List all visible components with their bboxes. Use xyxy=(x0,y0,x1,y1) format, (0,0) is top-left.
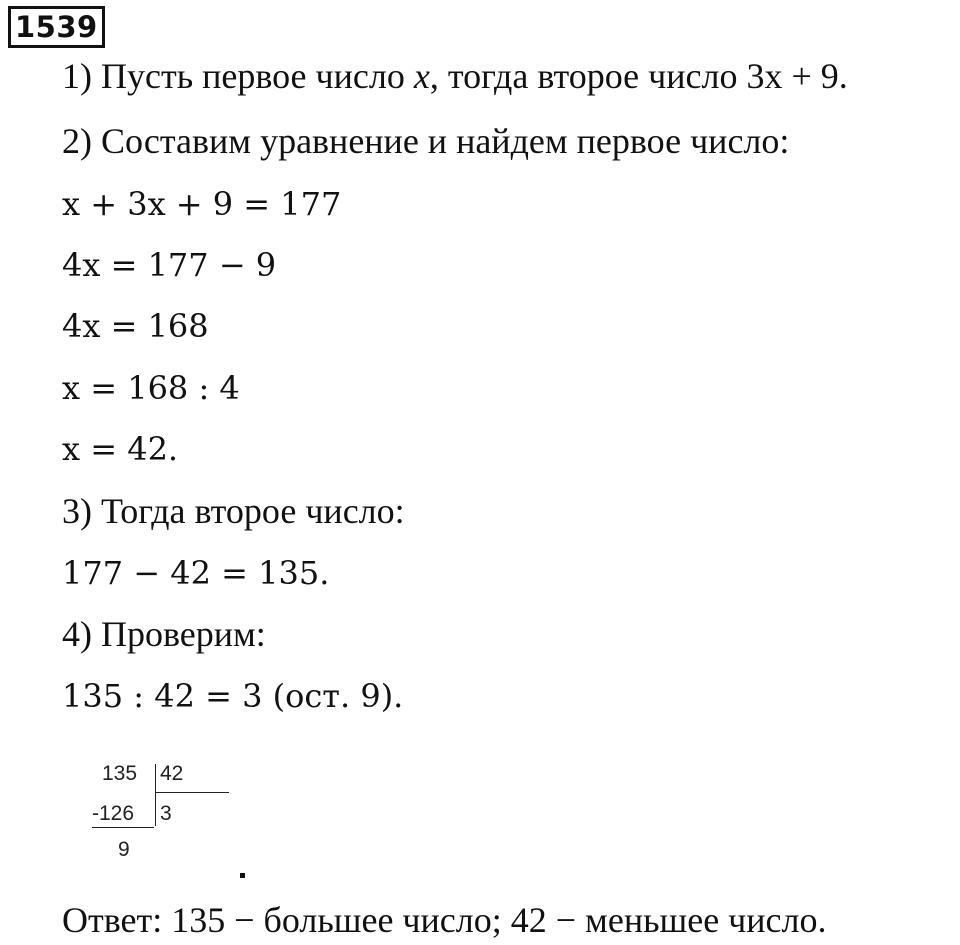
step-1-rest: , тогда второе число 3x + 9. xyxy=(429,56,848,96)
step-4: 4) Проверим: xyxy=(62,614,266,654)
equation-2: 4x = 177 − 9 xyxy=(62,246,277,284)
equation-3: 4x = 168 xyxy=(62,307,209,345)
division-divisor: 42 xyxy=(160,762,184,785)
division-quotient-line xyxy=(155,792,229,793)
division-subtrahend: -126 xyxy=(92,802,135,825)
step-2: 2) Составим уравнение и найдем первое число: xyxy=(62,121,790,161)
long-division xyxy=(88,758,238,868)
check-equation: 135 : 42 = 3 (ост. 9). xyxy=(62,677,404,715)
division-dividend: 135 xyxy=(102,762,138,785)
step-3: 3) Тогда второе число: xyxy=(62,491,405,531)
division-subtrahend-line xyxy=(92,827,154,828)
equation-5: x = 42. xyxy=(62,430,179,468)
step-1-variable: x xyxy=(413,56,430,96)
equation-1: x + 3x + 9 = 177 xyxy=(62,185,342,223)
answer-line: Ответ: 135 − большее число; 42 − меньшее число. xyxy=(62,900,827,940)
problem-number: 1539 xyxy=(8,6,105,48)
equation-6: 177 − 42 = 135. xyxy=(62,554,330,592)
equation-4: x = 168 : 4 xyxy=(62,369,240,407)
division-vertical-line xyxy=(155,764,156,826)
step-1 xyxy=(62,56,848,96)
division-remainder: 9 xyxy=(118,838,130,861)
division-quotient: 3 xyxy=(160,802,172,825)
stray-dot xyxy=(240,873,245,878)
step-1-label: 1) Пусть первое число xyxy=(62,56,414,96)
